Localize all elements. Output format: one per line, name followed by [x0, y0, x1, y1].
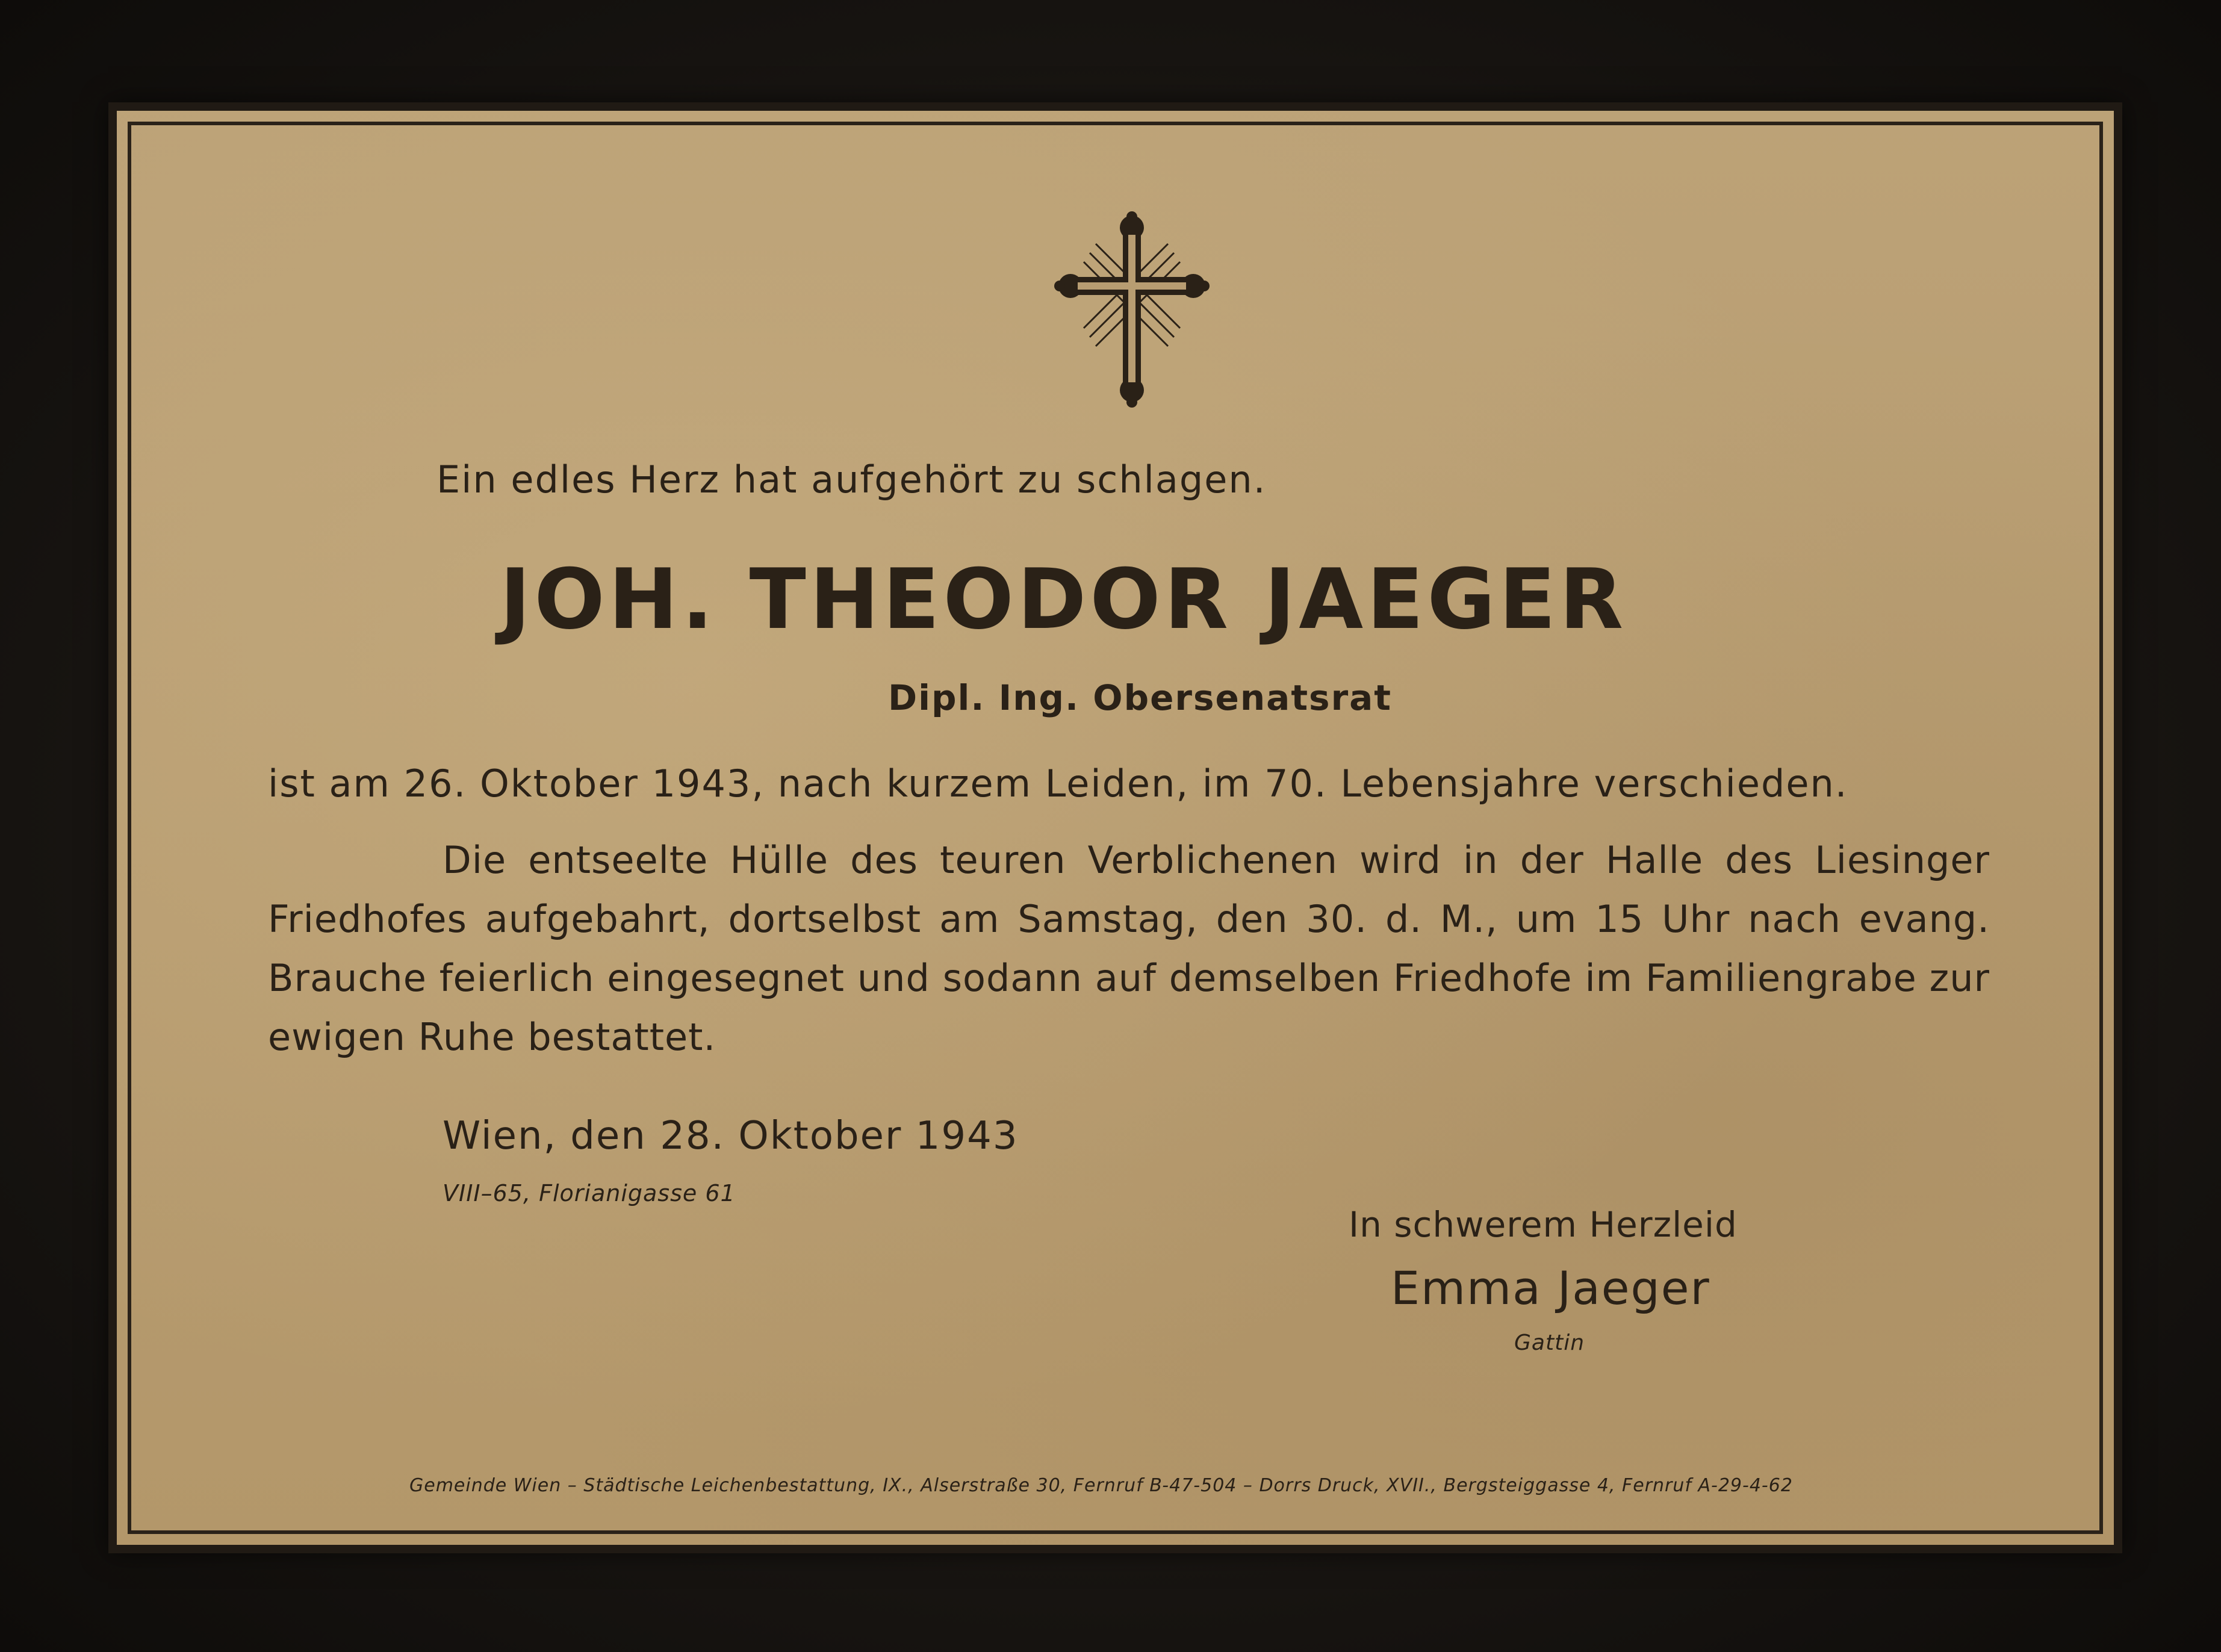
deceased-name: JOH. THEODOR JAEGER [500, 551, 1627, 648]
intro-line: Ein edles Herz hat aufgehört zu schlagen. [436, 458, 1267, 502]
signer-relation: Gattin [1514, 1331, 1585, 1355]
grief-line: In schwerem Herzleid [1349, 1204, 1738, 1245]
family-address: VIII–65, Florianigasse 61 [443, 1180, 736, 1206]
funeral-paragraph: Die entseelte Hülle des teuren Verblichenen wird in der Halle des Liesinger Friedhofes aufgebahrt, dortselbst am Samstag, den 30. d. M., um 15 Uhr nach evang. Brauche feierlich eingesegnet und sodann auf demselben Friedhofe im Familiengrabe zur ewigen Ruhe bestattet. [268, 838, 1990, 1059]
death-notice-sheet [108, 102, 2122, 1553]
printer-imprint: Gemeinde Wien – Städtische Leichenbestattung, IX., Alserstraße 30, Fernruf B-47-504 – Dorrs Druck, XVII., Bergsteiggasse 4, Fernruf A-29-4-62 [409, 1475, 1793, 1496]
deceased-title: Dipl. Ing. Obersenatsrat [888, 677, 1393, 718]
signer-name: Emma Jaeger [1391, 1261, 1710, 1315]
death-statement: ist am 26. Oktober 1943, nach kurzem Leiden, im 70. Lebensjahre verschieden. [268, 762, 1848, 806]
place-date: Wien, den 28. Oktober 1943 [443, 1114, 1019, 1158]
ornamental-cross-icon [1054, 211, 1210, 409]
